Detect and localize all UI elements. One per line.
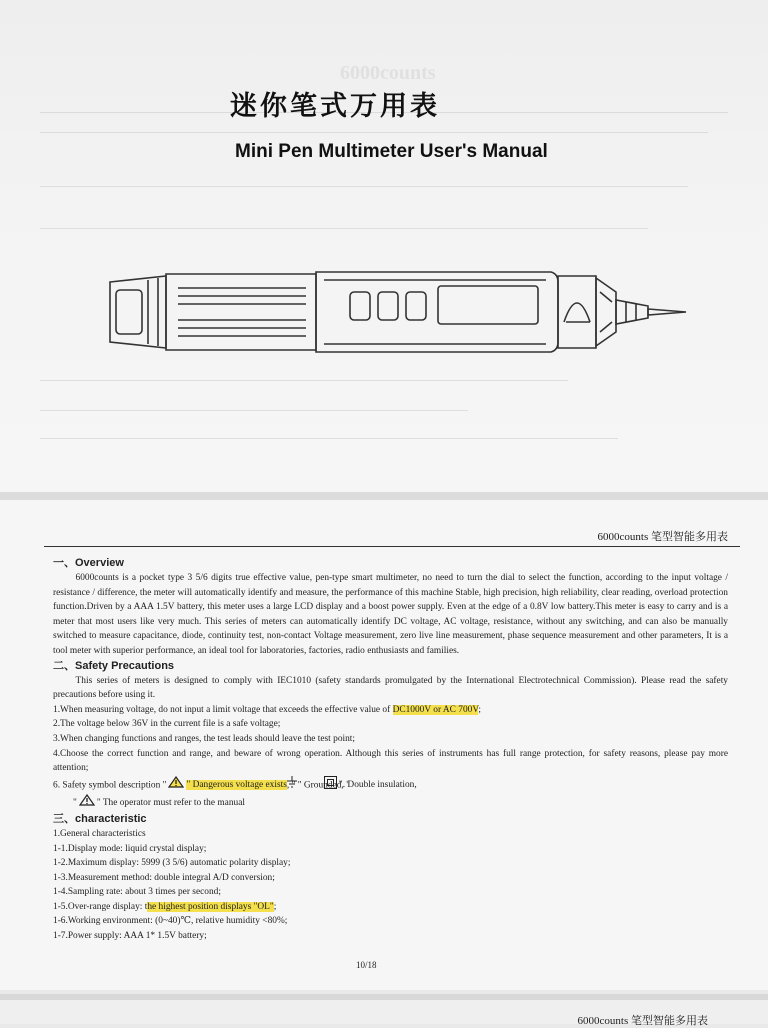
bleed-through-line: [40, 228, 648, 229]
bleed-through-line: [40, 438, 618, 439]
next-page-strip: [0, 994, 768, 1027]
characteristic-line: 1-2.Maximum display: 5999 (3 5/6) automatic polarity display;: [53, 858, 291, 869]
characteristic-line: 1-4.Sampling rate: about 3 times per second;: [53, 887, 221, 898]
safety-item-6-manual: [53, 794, 728, 812]
overview-paragraph: 6000counts is a pocket type 3 5/6 digits true effective value, pen-type smart multimeter, no need to turn the dial to select the function, according to the input voltage / resistance / difference, the meter will automatically identify and measure, the performance of this machine Stable, high precision, high reliability, clear reading, overload protection function.Driven by a AAA 1.5V battery, this meter uses a large LCD display and a boost power supply. Even at the edge of a 0.8V low battery.This meter is easy to carry and is a meter that most users like very much. This series of meters can automatically identify DC voltage, AC voltage, resistance, without any switching, and can also be manually switched to measure capacitance, diode, continuity test, non-contact Voltage measurement, zero live line measurement, phase sequence measurement and other parameters, It is a tool meter with superior performance, an ideal tool for laboratories, factories, radio enthusiasts and families.: [53, 573, 728, 656]
overrange-highlight: he highest position displays "OL": [147, 901, 274, 912]
bleed-through-text: 6000counts: [340, 62, 436, 84]
safety-heading: 二、Safety Precautions: [53, 659, 175, 672]
cover-page: [0, 0, 768, 492]
manual-page: [0, 500, 768, 990]
header-rule: [44, 546, 740, 547]
next-page-running-header: 6000counts 笔型智能多用表: [577, 1015, 708, 1027]
safety-item-4: 4.Choose the correct function and range, and beware of wrong operation. Although this series of instruments has full range protection, for safety reasons, please pay more attention;: [53, 748, 728, 774]
bleed-through-line: [40, 186, 688, 187]
page-number: 10/18: [356, 960, 377, 970]
safety-item-1-end: ;: [478, 704, 482, 715]
safety-item-1-text: 1.When measuring voltage, do not input a limit voltage that exceeds the effective value of: [53, 704, 393, 715]
characteristic-line: 1.General characteristics: [53, 828, 146, 839]
double-insulation-text: ". Double insulation,: [338, 780, 417, 791]
manual-warning-icon: [79, 794, 95, 812]
page-separator: [0, 492, 768, 500]
characteristic-list: [53, 827, 728, 944]
bleed-through-line: [40, 380, 568, 381]
safety-item-6: [53, 776, 728, 795]
characteristic-heading: 三、characteristic: [53, 812, 147, 825]
safety-item-3: 3.When changing functions and ranges, the test leads should leave the test point;: [53, 733, 356, 744]
dangerous-voltage-highlight: " Dangerous voltage exists: [186, 780, 287, 791]
cover-title-english: Mini Pen Multimeter User's Manual: [235, 141, 548, 162]
running-header: 6000counts 笔型智能多用表: [597, 531, 728, 543]
manual-quote-open: ": [73, 798, 77, 809]
bleed-through-line: [40, 132, 708, 133]
ground-symbol-icon: [286, 776, 298, 794]
characteristic-line-overrange: [53, 900, 728, 915]
characteristic-line: 1-1.Display mode: liquid crystal display;: [53, 843, 207, 854]
double-insulation-icon: [324, 776, 337, 795]
overrange-end: ;: [273, 901, 277, 912]
safety-item-6-text: 6. Safety symbol description ": [53, 780, 167, 791]
page-separator: [0, 994, 768, 1000]
overview-heading: 一、Overview: [53, 557, 124, 569]
safety-intro: This series of meters is designed to comply with IEC1010 (safety standards promulgated by the International Electrotechnical Commission). Please read the safety precautions before using it.: [53, 675, 728, 701]
characteristic-line: 1-3.Measurement method: double integral A/D conversion;: [53, 872, 275, 883]
characteristic-line: 1-7.Power supply: AAA 1* 1.5V battery;: [53, 931, 207, 942]
characteristic-line: 1-6.Working environment: (0~40)℃, relative humidity <80%;: [53, 916, 288, 927]
bleed-through-line: [40, 410, 468, 411]
grounded-text: , " " Grounded, ": [286, 780, 350, 791]
warning-triangle-icon: [168, 776, 184, 794]
cover-title-chinese: 迷你笔式万用表: [230, 91, 440, 122]
page-content: [53, 556, 728, 944]
safety-item-2: 2.The voltage below 36V in the current file is a safe voltage;: [53, 719, 281, 730]
manual-reference-text: " The operator must refer to the manual: [96, 798, 245, 809]
voltage-limit-highlight: DC1000V or AC 700V: [392, 704, 479, 715]
overrange-text: 1-5.Over-range display: t: [53, 901, 148, 912]
pen-multimeter-illustration: [96, 262, 696, 362]
safety-item-1: [53, 703, 728, 718]
